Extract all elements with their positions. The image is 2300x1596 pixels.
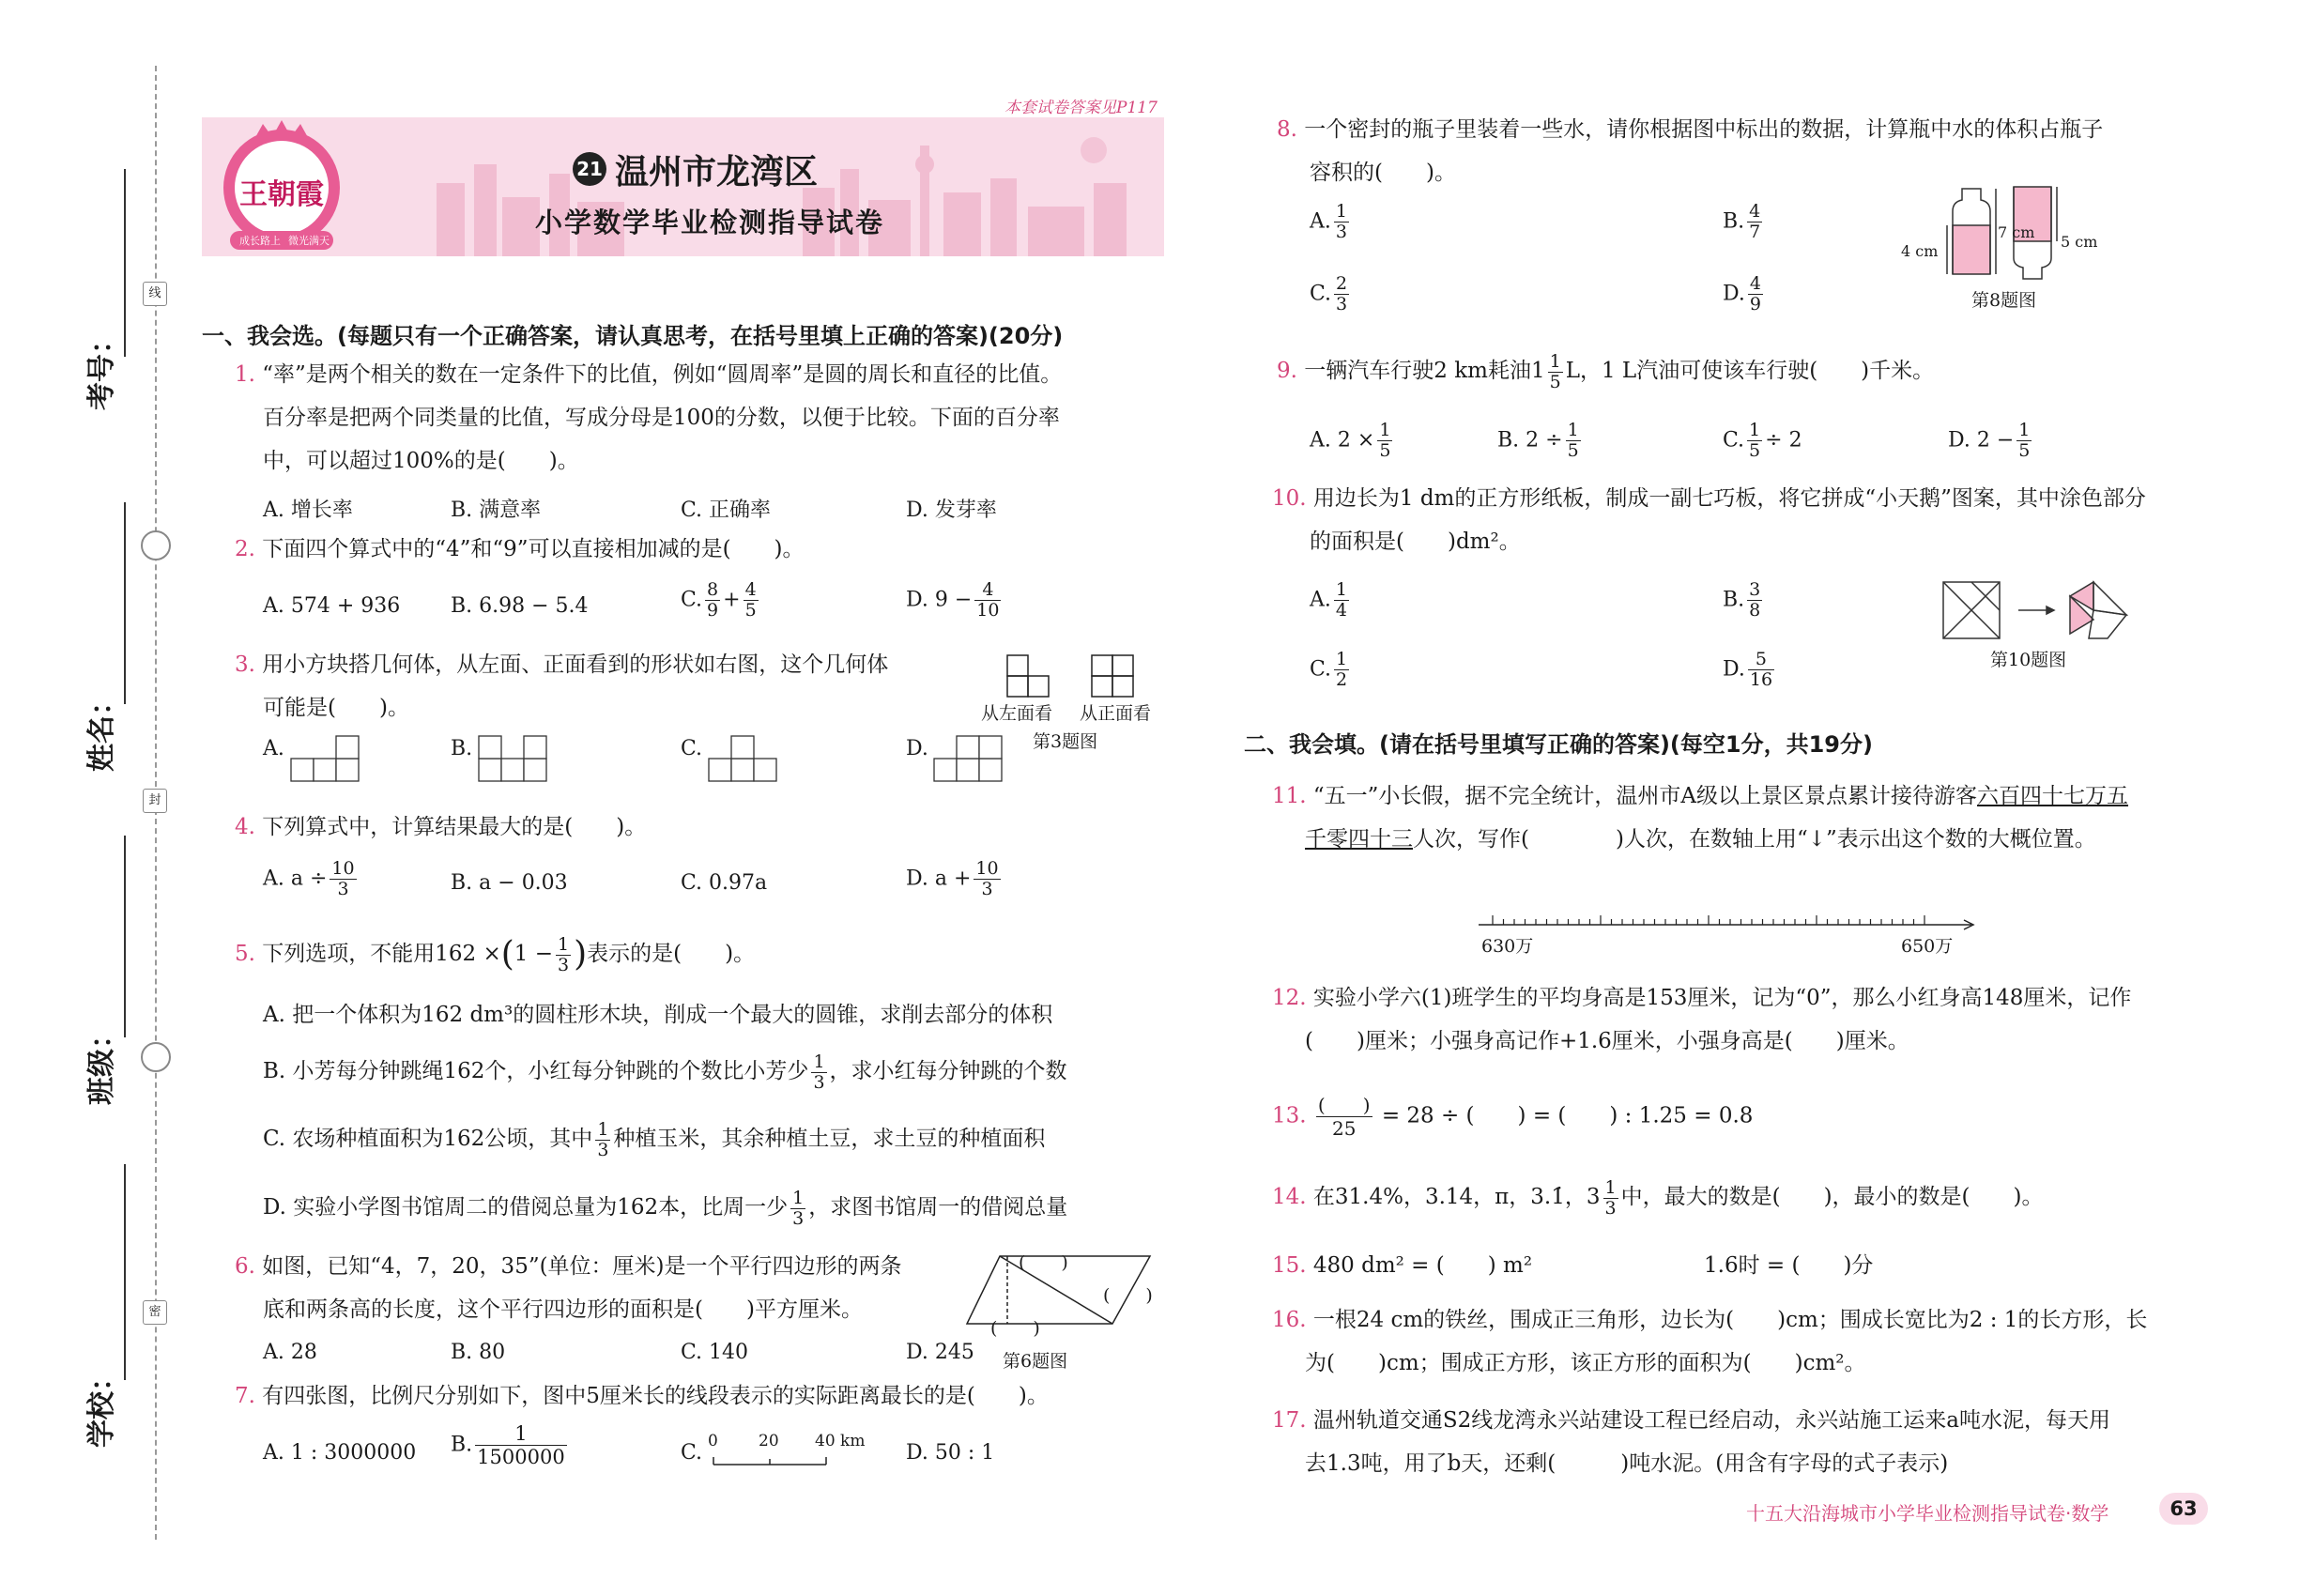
q3-left-view-label: 从左面看 <box>981 703 1053 724</box>
q7-scale-bar <box>712 1453 834 1468</box>
question-5: 5. 下列选项，不能用162 ×(1 − $\frac{1}{3}$ )表示的是( )。 <box>235 933 756 975</box>
q12-number: 12. <box>1272 986 1307 1010</box>
question-17 <box>1272 1399 2110 1442</box>
question-10 <box>1272 477 2146 520</box>
question-6 <box>235 1245 902 1288</box>
q9-option-c[interactable]: C. $\frac{1}{5}$ ÷ 2 <box>1723 420 1802 461</box>
section-2-title: 二、我会填。(请在括号里填写正确的答案)(每空1分，共19分) <box>1244 731 1873 758</box>
logo-text: 王朝霞 <box>239 178 324 211</box>
q1-line3: 中，可以超过100%的是( )。 <box>263 449 579 473</box>
q1-option-a[interactable]: A. 增长率 <box>263 499 353 522</box>
q3-caption: 第3题图 <box>1033 731 1098 752</box>
q8-label-7cm: 7 cm <box>1998 223 2035 241</box>
q3-figure-b <box>474 732 559 789</box>
q8-option-a[interactable]: A. $\frac{1}{3}$ <box>1310 201 1347 242</box>
q3-figure-d <box>929 732 1014 789</box>
q6-line1: 如图，已知“4，7，20，35”(单位：厘米)是一个平行四边形的两条 <box>262 1254 902 1279</box>
field-banji[interactable] <box>124 836 126 1037</box>
q9-option-d[interactable]: D. 2 − $\frac{1}{5}$ <box>1948 420 2031 461</box>
q5-option-d[interactable]: D. 实验小学图书馆周二的借阅总量为162本，比周一少 $\frac{1}{3}$ ，求图书馆周一的借阅总量 <box>263 1187 1068 1229</box>
q5-option-b[interactable]: B. 小芳每分钟跳绳162个，小红每分钟跳的个数比小芳少 $\frac{1}{3}$ ，求小红每分钟跳的个数 <box>263 1051 1067 1093</box>
q3-option-d[interactable]: D. <box>906 737 928 760</box>
q6-number: 6. <box>235 1254 255 1279</box>
logo-tag-1: 成长路上 <box>239 235 281 247</box>
q6-option-d[interactable]: D. 245 <box>906 1341 974 1364</box>
q6-paren-bottom: ( ) <box>990 1318 1040 1339</box>
question-4 <box>235 806 646 849</box>
q4-option-b[interactable]: B. a − 0.03 <box>451 871 568 895</box>
q7-option-c-prefix[interactable]: C. <box>681 1441 703 1465</box>
field-kaohao[interactable] <box>124 169 126 357</box>
question-2 <box>235 528 805 571</box>
q1-option-d[interactable]: D. 发芽率 <box>906 499 997 522</box>
q10-line1: 用边长为1 dm的正方形纸板，制成一副七巧板，将它拼成“小天鹅”图案，其中涂色部分 <box>1312 486 2146 511</box>
q1-number: 1. <box>235 362 255 387</box>
q16-line2: 为( )cm；围成正方形，该正方形的面积为( )cm²。 <box>1305 1351 1866 1375</box>
q11-axis-right: 650万 <box>1901 936 1954 957</box>
q8-option-c[interactable]: C. $\frac{2}{3}$ <box>1310 273 1348 315</box>
brand-logo <box>211 113 352 253</box>
q7-option-b[interactable]: B. $\frac{1}{1500000}$ <box>451 1422 565 1468</box>
binding-hole-1 <box>141 530 171 560</box>
q7-scale-0: 0 <box>708 1432 718 1450</box>
q6-paren-top: ( ) <box>1019 1252 1068 1273</box>
q2-text: 下面四个算式中的“4”和“9”可以直接相加减的是( )。 <box>262 537 805 561</box>
q11-number-line <box>1474 906 1986 934</box>
q4-text: 下列算式中，计算结果最大的是( )。 <box>262 815 647 839</box>
q6-line2: 底和两条高的长度，这个平行四边形的面积是( )平方厘米。 <box>263 1297 863 1322</box>
q11-axis-left: 630万 <box>1481 936 1534 957</box>
q3-front-view-label: 从正面看 <box>1080 703 1152 724</box>
q7-scale-20: 20 <box>759 1432 779 1450</box>
q9-option-a[interactable]: A. 2 × $\frac{1}{5}$ <box>1310 420 1391 461</box>
q8-option-d[interactable]: D. $\frac{4}{9}$ <box>1723 273 1761 315</box>
q10-line2: 的面积是( )dm²。 <box>1310 529 1521 554</box>
q15-number: 15. <box>1272 1253 1307 1278</box>
question-16 <box>1272 1298 2147 1342</box>
q5-number: 5. <box>235 942 255 966</box>
q6-paren-right: ( ) <box>1103 1285 1153 1306</box>
q5-option-a[interactable]: A. 把一个体积为162 dm³的圆柱形木块，削成一个最大的圆锥，求削去部分的体积 <box>263 1003 1053 1027</box>
q2-option-a[interactable]: A. 574 + 936 <box>263 594 401 618</box>
q6-option-c[interactable]: C. 140 <box>681 1341 749 1364</box>
q3-option-a[interactable]: A. <box>263 737 284 760</box>
q3-line2: 可能是( )。 <box>263 696 409 720</box>
q3-figure-a <box>286 732 371 789</box>
logo-tag-2: 微光满天 <box>288 235 330 247</box>
q16-number: 16. <box>1272 1308 1307 1332</box>
question-11: 11. “五一”小长假，据不完全统计，温州市A级以上景区景点累计接待游客六百四十七万五 <box>1272 784 2129 808</box>
question-8 <box>1277 108 2103 151</box>
q2-option-b[interactable]: B. 6.98 − 5.4 <box>451 594 589 618</box>
q10-option-b[interactable]: B. $\frac{3}{8}$ <box>1723 579 1761 621</box>
q10-option-c[interactable]: C. $\frac{1}{2}$ <box>1310 649 1348 690</box>
binding-hole-2 <box>141 1042 171 1072</box>
q10-option-d[interactable]: D. $\frac{5}{16}$ <box>1723 649 1773 690</box>
q4-option-d[interactable]: D. a + $\frac{10}{3}$ <box>906 858 999 899</box>
q12-line1: 实验小学六(1)班学生的平均身高是153厘米，记为“0”，那么小红身高148厘米，记作 <box>1312 986 2132 1010</box>
answer-reference: 本套试卷答案见P117 <box>1004 99 1158 117</box>
q14-number: 14. <box>1272 1185 1307 1209</box>
q11-number: 11. <box>1272 784 1307 808</box>
seal-mi: 密 <box>143 1300 167 1325</box>
q8-label-4cm: 4 cm <box>1901 242 1939 260</box>
exam-subtitle: 小学数学毕业检测指导试卷 <box>535 207 885 238</box>
question-15 <box>1272 1244 1532 1287</box>
q17-number: 17. <box>1272 1408 1307 1433</box>
seal-feng: 封 <box>143 789 167 813</box>
q4-option-c[interactable]: C. 0.97a <box>681 871 768 895</box>
q9-number: 9. <box>1277 359 1297 383</box>
q10-caption: 第10题图 <box>1990 650 2067 670</box>
q2-option-c[interactable]: C. $\frac{8}{9}$ + $\frac{4}{5}$ <box>681 579 757 621</box>
question-1 <box>235 353 1062 396</box>
field-xuexiao[interactable] <box>124 1164 126 1380</box>
q4-number: 4. <box>235 815 255 839</box>
q15-part-a: 480 dm² = ( ) m² <box>1312 1253 1533 1278</box>
q7-option-d[interactable]: D. 50 : 1 <box>906 1441 995 1465</box>
q8-number: 8. <box>1277 117 1297 142</box>
q3-option-c[interactable]: C. <box>681 737 703 760</box>
label-kaohao: 考号： <box>85 326 118 410</box>
q1-line2: 百分率是把两个同类量的比值，写成分母是100的分数，以便于比较。下面的百分率 <box>263 406 1060 430</box>
q8-option-b[interactable]: B. $\frac{4}{7}$ <box>1723 201 1761 242</box>
q9-option-b[interactable]: B. 2 ÷ $\frac{1}{5}$ <box>1497 420 1579 461</box>
q8-line2: 容积的( )。 <box>1310 161 1456 185</box>
question-7 <box>235 1374 1049 1418</box>
q11-line2: 千零四十三人次，写作( )人次，在数轴上用“↓”表示出这个数的大概位置。 <box>1305 827 2096 852</box>
q3-figure-c <box>704 732 789 789</box>
section-1-title: 一、我会选。(每题只有一个正确答案，请认真思考，在括号里填上正确的答案)(20分) <box>202 323 1064 349</box>
q3-number: 3. <box>235 652 255 677</box>
q1-line1: “率”是两个相关的数在一定条件下的比值，例如“圆周率”是圆的周长和直径的比值。 <box>262 362 1063 387</box>
label-xuexiao: 学校： <box>85 1363 118 1448</box>
q15-part-b: 1.6时 = ( )分 <box>1704 1253 1874 1278</box>
q6-option-a[interactable]: A. 28 <box>263 1341 317 1364</box>
q17-line1: 温州轨道交通S2线龙湾永兴站建设工程已经启动，永兴站施工运来a吨水泥，每天用 <box>1312 1408 2110 1433</box>
q3-view-figures <box>1004 652 1155 699</box>
q16-line1: 一根24 cm的铁丝，围成正三角形，边长为( )cm；围成长宽比为2 : 1的长方形，长 <box>1312 1308 2148 1332</box>
q7-option-a[interactable]: A. 1 : 3000000 <box>263 1441 417 1465</box>
question-3 <box>235 643 888 686</box>
q2-option-d[interactable]: D. 9 − $\frac{4}{10}$ <box>906 579 1000 621</box>
q6-option-b[interactable]: B. 80 <box>451 1341 506 1364</box>
q5-option-c[interactable]: C. 农场种植面积为162公顷，其中 $\frac{1}{3}$ 种植玉米，其余种植土豆，求土豆的种植面积 <box>263 1118 1046 1160</box>
label-banji: 班级： <box>85 1021 118 1105</box>
q4-option-a[interactable]: A. a ÷ $\frac{10}{3}$ <box>263 858 355 899</box>
question-9: 9. 一辆汽车行驶2 km耗油1 $\frac{1}{5}$ L，1 L汽油可使该车行驶( )千米。 <box>1277 350 1935 392</box>
q8-caption: 第8题图 <box>1971 290 2037 311</box>
q8-label-5cm: 5 cm <box>2061 233 2098 251</box>
label-xingming: 姓名： <box>85 687 118 772</box>
question-13: 13. $\frac{( )}{25}$ = 28 ÷ ( ) = ( ) : 1.25 = 0.8 <box>1272 1094 1754 1140</box>
q7-scale-40: 40 km <box>815 1432 866 1450</box>
q8-line1: 一个密封的瓶子里装着一些水，请你根据图中标出的数据，计算瓶中水的体积占瓶子 <box>1304 117 2104 142</box>
seal-xian: 线 <box>143 282 167 306</box>
q12-line2: ( )厘米；小强身高记作+1.6厘米，小强身高是( )厘米。 <box>1305 1029 1909 1053</box>
q13-number: 13. <box>1272 1103 1307 1128</box>
exam-title: 温州市龙湾区 <box>615 153 819 192</box>
q6-caption: 第6题图 <box>1003 1351 1068 1372</box>
question-12 <box>1272 976 2131 1020</box>
field-xingming[interactable] <box>124 502 126 704</box>
q7-number: 7. <box>235 1384 255 1408</box>
exam-number-badge: 21 <box>573 152 606 186</box>
page-number: 63 <box>2159 1493 2208 1525</box>
q1-option-c[interactable]: C. 正确率 <box>681 499 772 522</box>
q2-number: 2. <box>235 537 255 561</box>
q3-line1: 用小方块搭几何体，从左面、正面看到的形状如右图，这个几何体 <box>262 652 889 677</box>
q10-number: 10. <box>1272 486 1307 511</box>
question-14: 14. 在31.4%，3.14，π，3.1̇，3 $\frac{1}{3}$ 中，最大的数是( )，最小的数是( )。 <box>1272 1176 2044 1219</box>
footer-series: 十五大沿海城市小学毕业检测指导试卷·数学 <box>1746 1502 2109 1525</box>
q1-option-b[interactable]: B. 满意率 <box>451 499 542 522</box>
q7-text: 有四张图，比例尺分别如下，图中5厘米长的线段表示的实际距离最长的是( )。 <box>262 1384 1049 1408</box>
q3-option-b[interactable]: B. <box>451 737 473 760</box>
q10-option-a[interactable]: A. $\frac{1}{4}$ <box>1310 579 1347 621</box>
q17-line2: 去1.3吨，用了b天，还剩( )吨水泥。(用含有字母的式子表示) <box>1305 1451 1949 1476</box>
q10-tangram-figure <box>1939 577 2145 648</box>
